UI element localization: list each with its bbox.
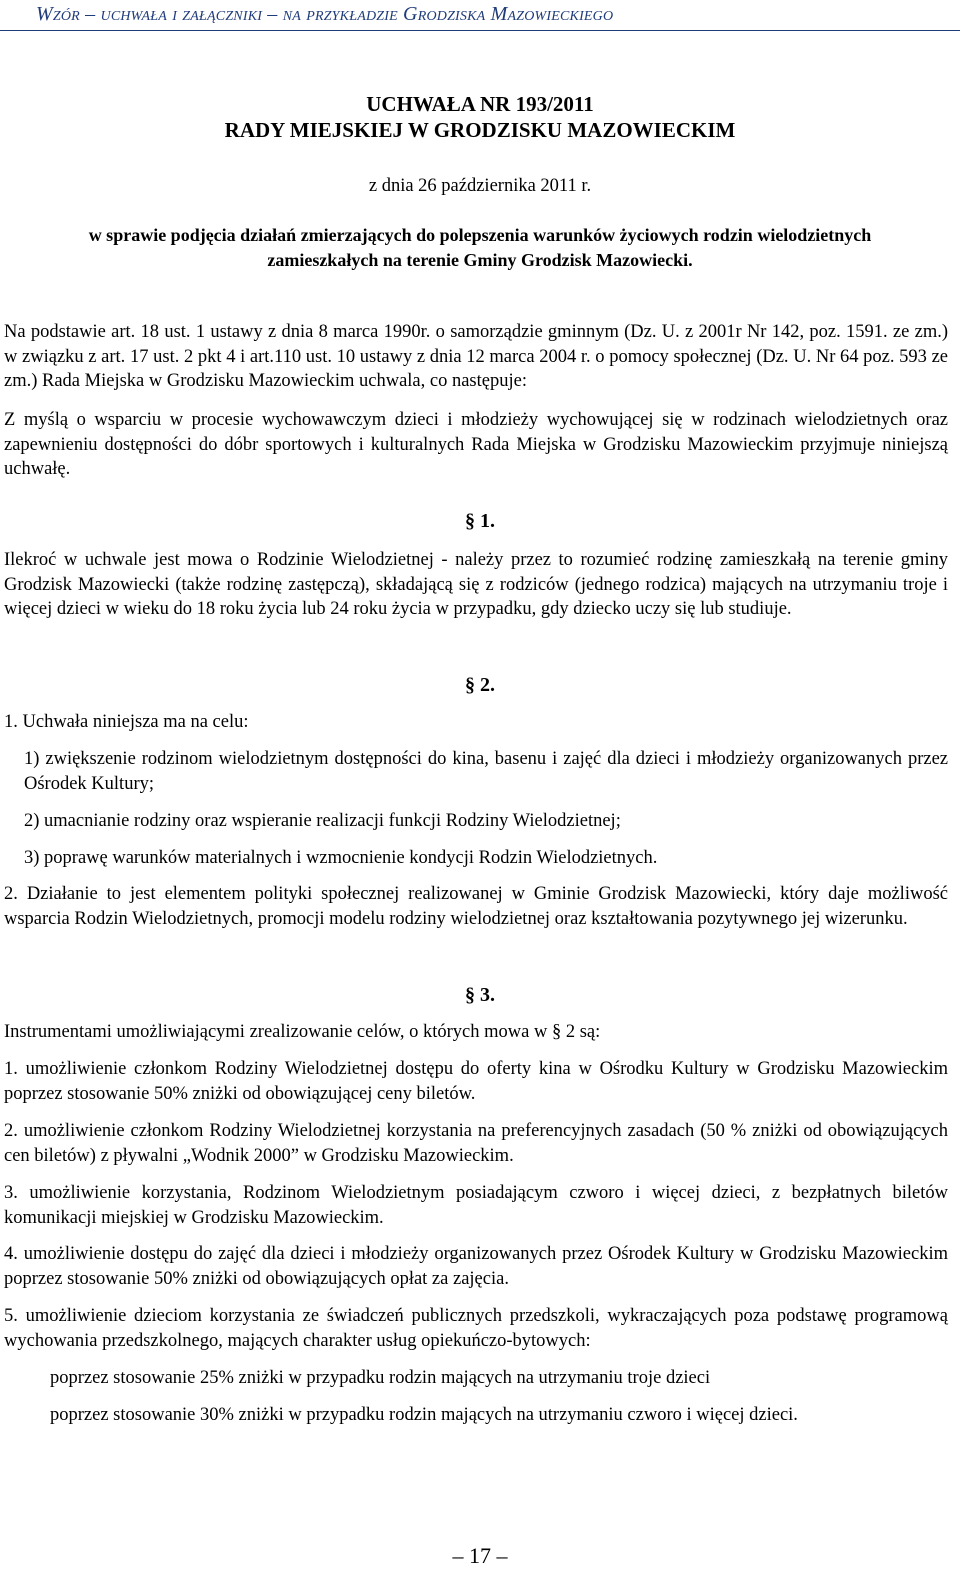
page-number: – 17 – <box>452 1543 508 1568</box>
section-2-item: 2) umacnianie rodziny oraz wspieranie realizacji funkcji Rodziny Wielodzietnej; <box>24 811 621 831</box>
subject-line-2: zamieszkałych na terenie Gminy Grodzisk Mazowiecki. <box>267 250 693 270</box>
section-3-item: 1. umożliwienie członkom Rodziny Wielodzietnej dostępu do oferty kina w Ośrodku Kultury w Grodzisku Mazowieckim poprzez stosowanie 50% zniżki od obowiązującej ceny biletów. <box>4 1059 948 1104</box>
section-2-heading: § 2. <box>465 674 495 696</box>
resolution-title: UCHWAŁA NR 193/2011 <box>366 92 594 116</box>
header-title: Wzór – uchwała i załączniki – na przykładzie Grodziska Mazowieckiego <box>36 3 614 25</box>
section-2-intro: 1. Uchwała niniejsza ma na celu: <box>4 712 249 732</box>
section-3-subitem: poprzez stosowanie 30% zniżki w przypadku rodzin mających na utrzymaniu czworo i więcej dzieci. <box>50 1405 798 1425</box>
section-1-heading: § 1. <box>465 510 495 532</box>
section-1-text: Ilekroć w uchwale jest mowa o Rodzinie Wielodzietnej - należy przez to rozumieć rodzinę zamieszkałą na terenie gminy Grodzisk Mazowiecki (także rodzinę zastępczą), składającą się z rodziców (jednego rodzica) mających na utrzymaniu troje i więcej dzieci w wieku do 18 roku życia lub 24 roku życia w przypadku, gdy dziecko uczy się lub studiuje. <box>4 550 948 619</box>
subject-line-1: w sprawie podjęcia działań zmierzających do polepszenia warunków życiowych rodzin wielodzietnych <box>88 225 872 245</box>
section-3-intro: Instrumentami umożliwiającymi zrealizowanie celów, o których mowa w § 2 są: <box>4 1022 601 1042</box>
section-3-item: 4. umożliwienie dostępu do zajęć dla dzieci i młodzieży organizowanych przez Ośrodek Kultury w Grodzisku Mazowieckim poprzez stosowanie 50% zniżki od obowiązujących opłat za zajęcia. <box>4 1244 948 1289</box>
council-name: RADY MIEJSKIEJ W GRODZISKU MAZOWIECKIM <box>224 118 736 142</box>
page-header <box>0 0 960 31</box>
legal-basis: Na podstawie art. 18 ust. 1 ustawy z dnia 8 marca 1990r. o samorządzie gminnym (Dz. U. z 2001r Nr 142, poz. 1591. ze zm.) w związku z art. 17 ust. 2 pkt 4 i art.110 ust. 10 ustawy z dnia 12 marca 2004 r. o pomocy społecznej (Dz. U. Nr 64 poz. 593 ze zm.) Rada Miejska w Grodzisku Mazowieckim uchwala, co następuje: <box>4 322 948 391</box>
section-3-item: 5. umożliwienie dzieciom korzystania ze świadczeń publicznych przedszkoli, wykraczających poza podstawę programową wychowania przedszkolnego, mających charakter usług opiekuńczo-bytowych: <box>4 1306 948 1351</box>
section-3-item: 3. umożliwienie korzystania, Rodzinom Wielodzietnym posiadającym czworo i więcej dzieci, z bezpłatnych biletów komunikacji miejskiej w Grodzisku Mazowieckim. <box>4 1183 948 1228</box>
section-2-item: 1) zwiększenie rodzinom wielodzietnym dostępności do kina, basenu i zajęć dla dzieci i młodzieży organizowanych przez Ośrodek Kultury; <box>24 749 948 794</box>
section-3-item: 2. umożliwienie członkom Rodziny Wielodzietnej korzystania na preferencyjnych zasadach (50 % zniżki od obowiązujących cen biletów) z pływalni „Wodnik 2000” w Grodzisku Mazowieckim. <box>4 1121 948 1166</box>
section-2-point-2: 2. Działanie to jest elementem polityki społecznej realizowanej w Gminie Grodzisk Mazowiecki, który daje możliwość wsparcia Rodzin Wielodzietnych, promocji modelu rodziny wielodzietnej oraz kształtowania pozytywnego jej wizerunku. <box>4 884 948 929</box>
section-3-subitem: poprzez stosowanie 25% zniżki w przypadku rodzin mających na utrzymaniu troje dzieci <box>50 1368 711 1388</box>
preamble: Z myślą o wsparciu w procesie wychowawczym dzieci i młodzieży wychowującej się w rodzinach wielodzietnych oraz zapewnieniu dostępności do dóbr sportowych i kulturalnych Rada Miejska w Grodzisku Mazowieckim przyjmuje niniejszą uchwałę. <box>4 410 948 479</box>
section-3-heading: § 3. <box>465 984 495 1006</box>
section-2-item: 3) poprawę warunków materialnych i wzmocnienie kondycji Rodzin Wielodzietnych. <box>24 848 658 868</box>
resolution-date: z dnia 26 października 2011 r. <box>368 176 592 196</box>
